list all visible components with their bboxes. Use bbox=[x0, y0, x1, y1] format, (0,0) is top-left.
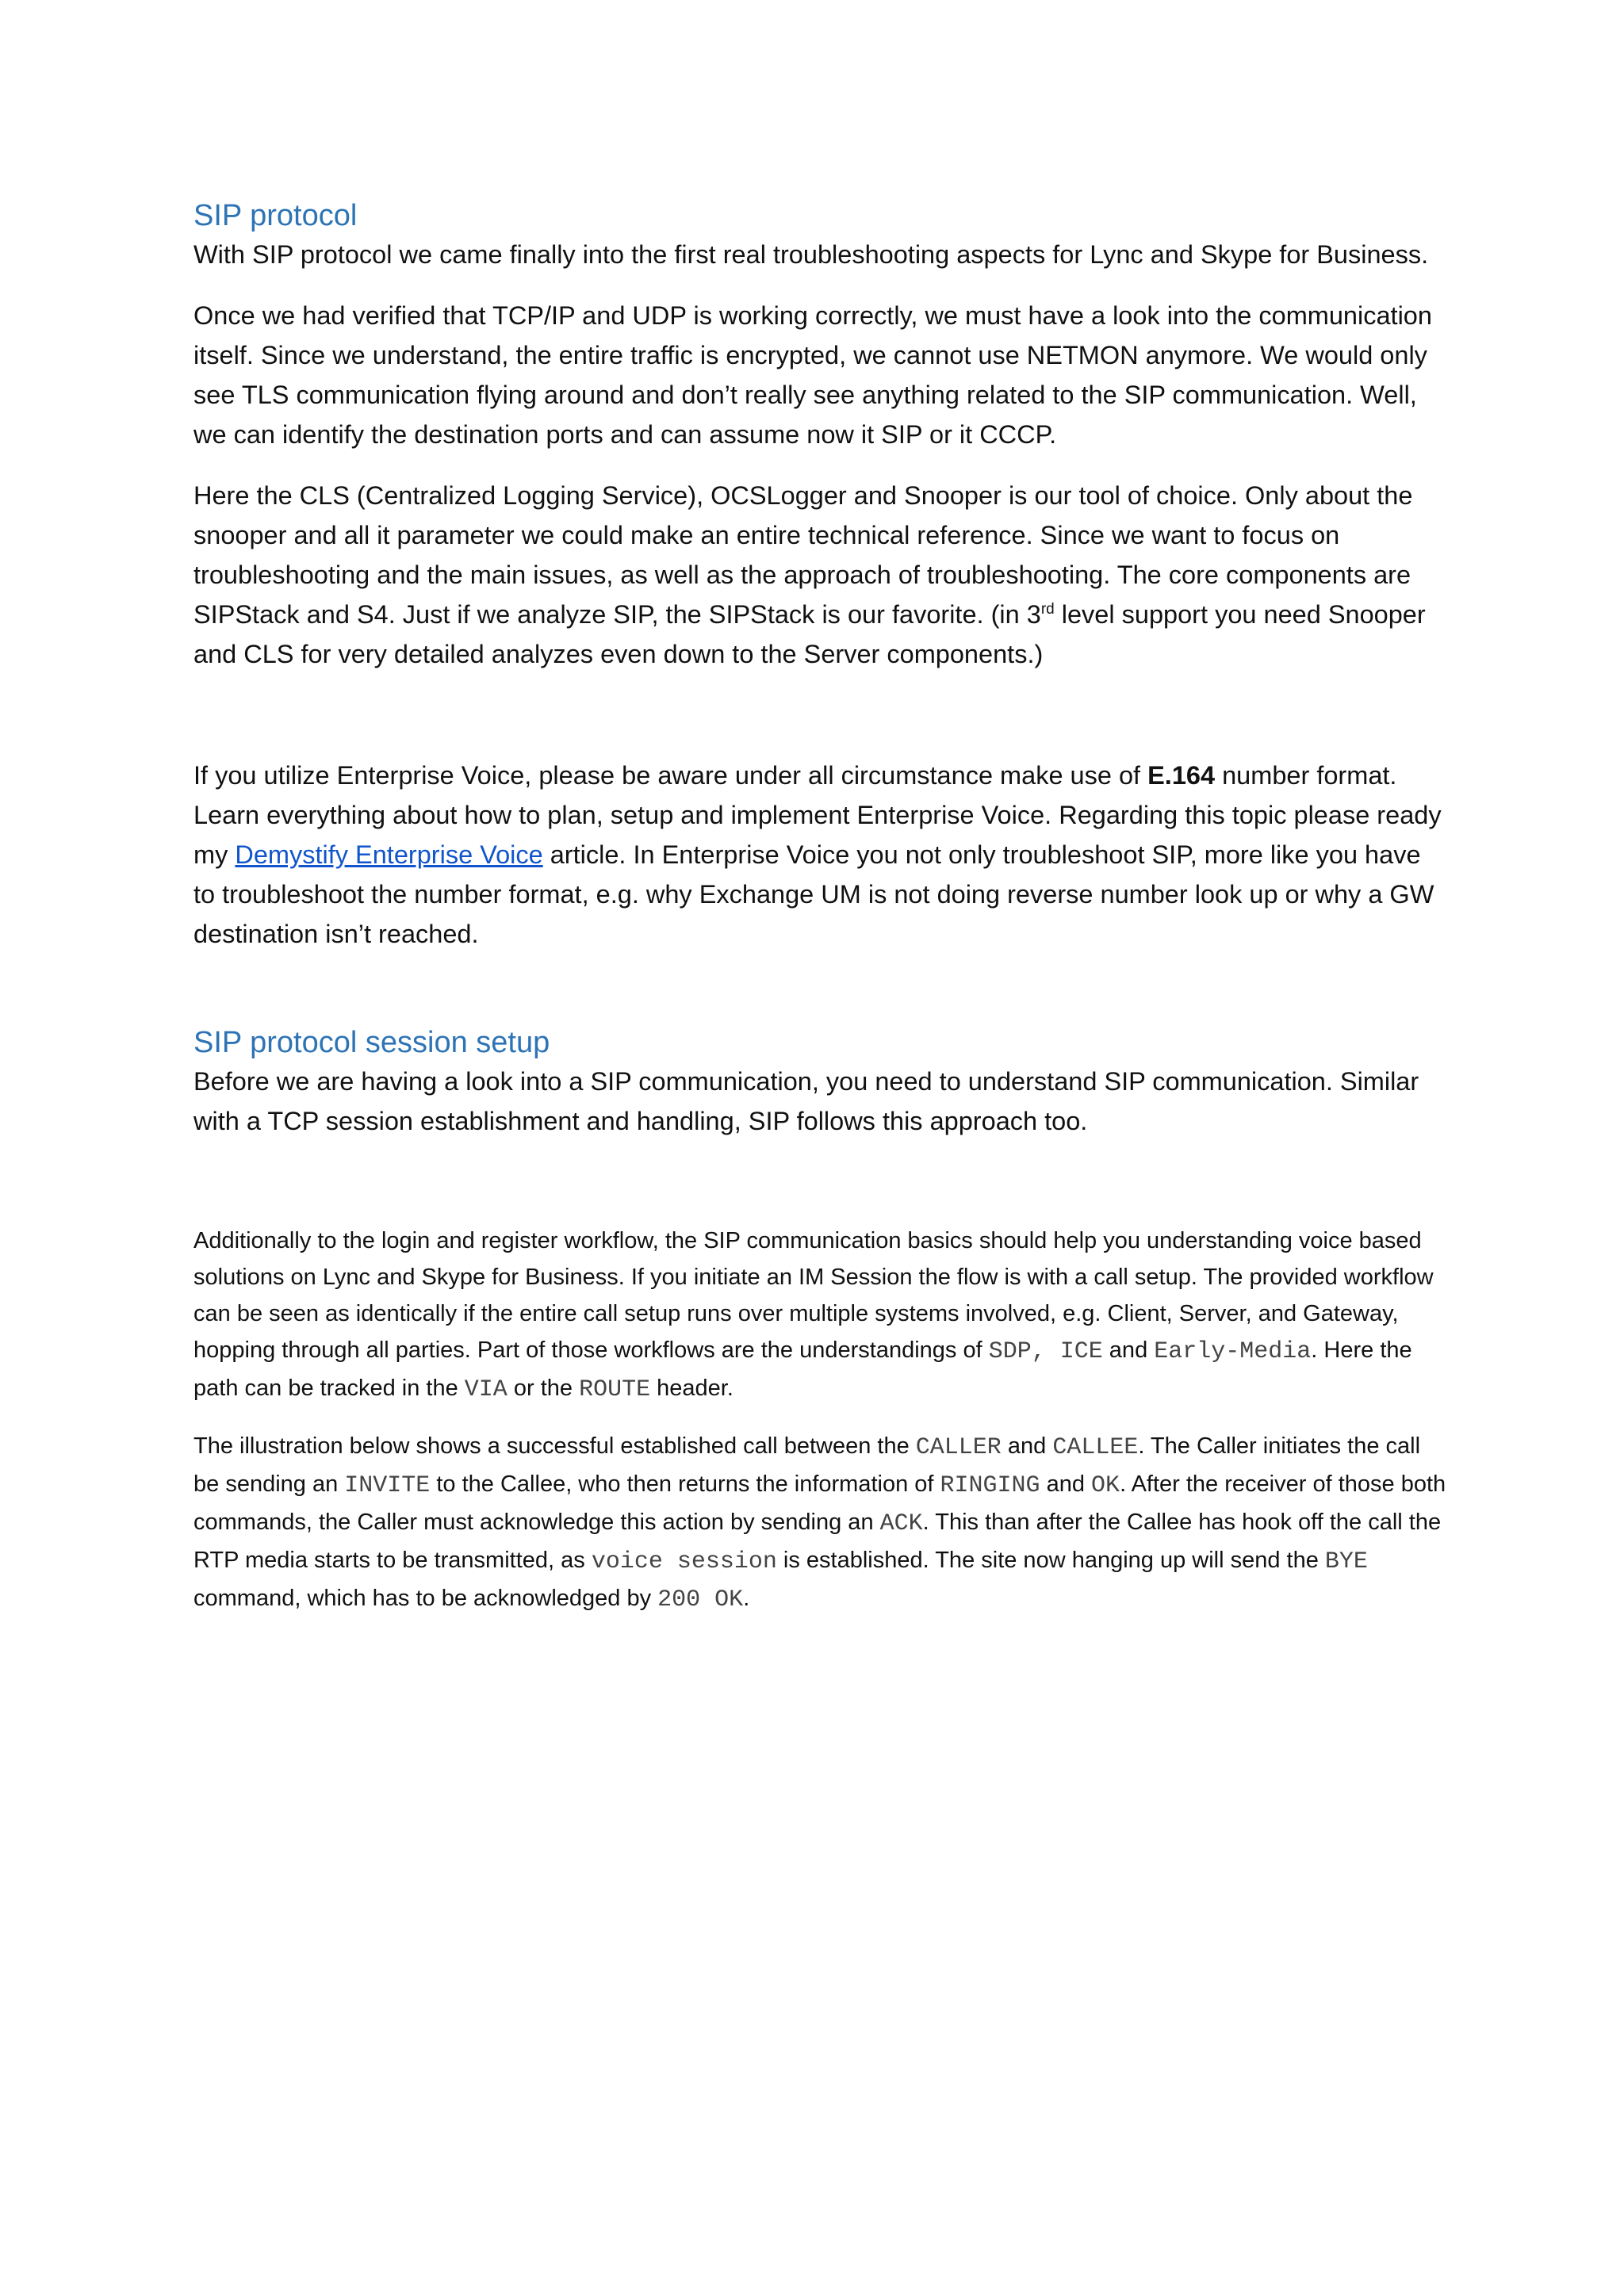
callflow-text: . After the receiver of those both commands, the Caller must acknowledge this action by sending an bbox=[193, 1471, 1446, 1535]
workflow-text: or the bbox=[507, 1376, 580, 1401]
callflow-text: . The Caller initiates the call be sending an bbox=[193, 1433, 1421, 1497]
code-ok: OK bbox=[1091, 1472, 1120, 1499]
workflow-text: . Here the path can be tracked in the bbox=[193, 1337, 1412, 1401]
paragraph-session-intro: Before we are having a look into a SIP communication, you need to understand SIP communication. Similar with a TCP session establishment and handling, SIP follows this approach too. bbox=[193, 1067, 1419, 1135]
callflow-text: The illustration below shows a successful established call between the bbox=[193, 1433, 916, 1459]
code-route: ROUTE bbox=[579, 1376, 651, 1403]
code-200-ok: 200 OK bbox=[657, 1586, 744, 1613]
code-callee: CALLEE bbox=[1052, 1434, 1139, 1461]
paragraph-netmon: Once we had verified that TCP/IP and UDP is working correctly, we must have a look into the communication itself. Since we understand, the entire traffic is encrypted, we cannot use NETMON anymore. We would only see TLS communication flying around and don’t really see anything related to the SIP communication. Well, we can identify the destination ports and can assume now it SIP or it CCCP. bbox=[193, 301, 1432, 449]
paragraph-intro: With SIP protocol we came finally into the first real troubleshooting aspects for Lync and Skype for Business. bbox=[193, 240, 1429, 269]
ev-text-2: number format. Learn everything about how to plan, setup and implement Enterprise Voice. Regarding this topic please ready my bbox=[193, 761, 1442, 869]
superscript-rd: rd bbox=[1040, 601, 1055, 618]
demystify-enterprise-voice-link[interactable]: Demystify Enterprise Voice bbox=[235, 840, 543, 869]
code-via: VIA bbox=[464, 1376, 508, 1403]
callflow-text: and bbox=[1001, 1433, 1053, 1459]
code-invite: INVITE bbox=[344, 1472, 431, 1499]
callflow-text: . bbox=[743, 1586, 750, 1611]
workflow-text: header. bbox=[650, 1376, 733, 1401]
paragraph-tools-text-2: level support you need Snooper and CLS for very detailed analyzes even down to the Server components.) bbox=[193, 600, 1426, 668]
ev-e164: E.164 bbox=[1147, 761, 1216, 790]
callflow-text: to the Callee, who then returns the information of bbox=[430, 1471, 940, 1497]
document-page bbox=[193, 0, 1446, 1618]
callflow-text: and bbox=[1040, 1471, 1092, 1497]
callflow-text: command, which has to be acknowledged by bbox=[193, 1586, 658, 1611]
code-caller: CALLER bbox=[915, 1434, 1002, 1461]
paragraph-call-flow bbox=[193, 1428, 1446, 1618]
callflow-text: . This than after the Callee has hook off the call the RTP media starts to be transmitted, as bbox=[193, 1510, 1442, 1573]
code-ringing: RINGING bbox=[940, 1472, 1040, 1499]
code-ack: ACK bbox=[879, 1510, 923, 1537]
code-early-media: Early-Media bbox=[1154, 1338, 1312, 1365]
workflow-text: and bbox=[1102, 1337, 1155, 1363]
ev-text-3: article. In Enterprise Voice you not only troubleshoot SIP, more like you have to troubleshoot the number format, e.g. why Exchange UM is not doing reverse number look up or why a GW destination isn’t reached. bbox=[193, 840, 1434, 948]
section-heading-session-setup: SIP protocol session setup bbox=[193, 1026, 550, 1059]
ev-text-1: If you utilize Enterprise Voice, please be aware under all circumstance make use of bbox=[193, 761, 1148, 790]
section-heading-sip-protocol: SIP protocol bbox=[193, 199, 358, 232]
paragraph-workflow bbox=[193, 1223, 1446, 1408]
code-bye: BYE bbox=[1324, 1548, 1368, 1575]
code-sdp-ice: SDP, ICE bbox=[988, 1338, 1103, 1365]
paragraph-enterprise-voice bbox=[193, 756, 1446, 954]
workflow-text: Additionally to the login and register workflow, the SIP communication basics should help you understanding voice based solutions on Lync and Skype for Business. If you initiate an IM Session the flow is with a call setup. The provided workflow can be seen as identically if the entire call setup runs over multiple systems involved, e.g. Client, Server, and Gateway, hopping through all parties. Part of those workflows are the understandings of bbox=[193, 1228, 1434, 1363]
paragraph-tools bbox=[193, 476, 1446, 674]
paragraph-tools-text-1: Here the CLS (Centralized Logging Service), OCSLogger and Snooper is our tool of choice. Only about the snooper and all it parameter we could make an entire technical reference. Since we want to focus on troubleshooting and the main issues, as well as the approach of troubleshooting. The core components are SIPStack and S4. Just if we analyze SIP, the SIPStack is our favorite. (in 3 bbox=[193, 481, 1413, 629]
code-voice-session: voice session bbox=[591, 1548, 777, 1575]
callflow-text: is established. The site now hanging up will send the bbox=[776, 1548, 1325, 1573]
